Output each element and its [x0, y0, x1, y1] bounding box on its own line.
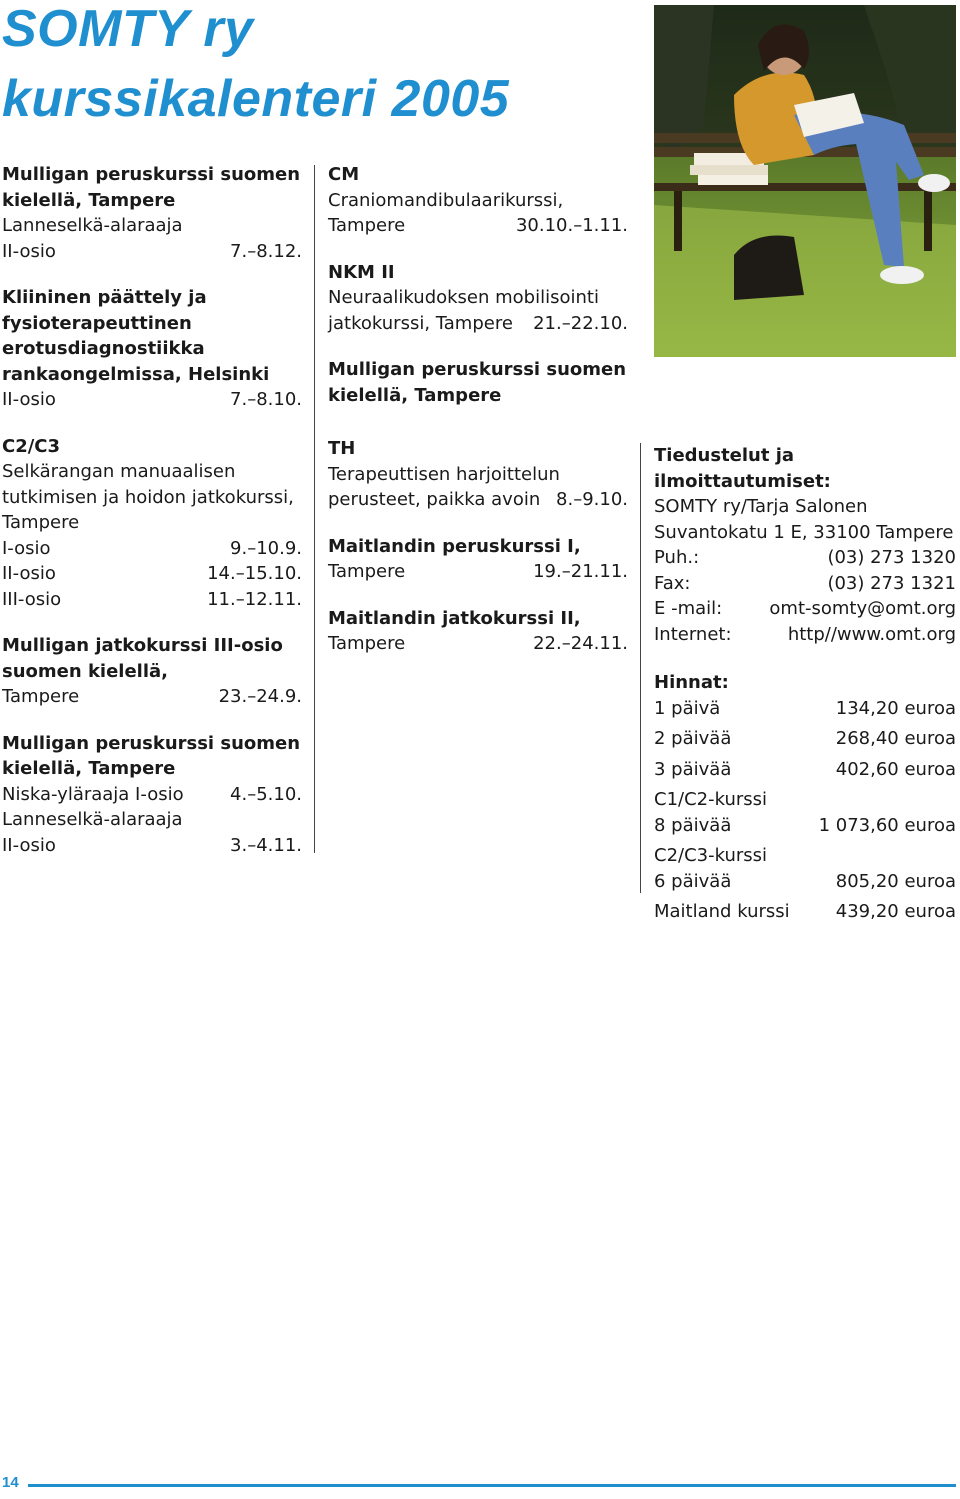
- course-date-row: [2, 387, 302, 413]
- course-date: 8.–9.10.: [556, 489, 628, 510]
- column-divider: [640, 443, 641, 893]
- course-column-2: [328, 162, 628, 678]
- course-title: rankaongelmissa, Helsinki: [2, 363, 270, 385]
- price-row: [654, 726, 956, 752]
- course-column-1: [2, 162, 302, 879]
- course-block: [328, 260, 628, 337]
- course-block: [2, 731, 302, 859]
- price-value: 134,20 euroa: [835, 697, 956, 719]
- price-row: [654, 813, 956, 839]
- contact-heading: Tiedustelut ja ilmoittautumiset:: [654, 445, 831, 492]
- course-part: I-osio: [2, 537, 51, 559]
- price-row: [654, 869, 956, 895]
- course-part: II-osio: [2, 563, 56, 584]
- email-value[interactable]: omt-somty@omt.org: [769, 598, 956, 619]
- course-text: Neuraalikudoksen mobilisointi: [328, 287, 599, 308]
- course-part: III-osio: [2, 588, 62, 610]
- course-block: [2, 633, 302, 710]
- course-title: TH: [328, 438, 356, 459]
- course-date: 30.10.–1.11.: [515, 215, 628, 236]
- course-part: perusteet, paikka avoin: [328, 489, 541, 510]
- course-text: Tampere: [2, 512, 80, 533]
- course-block: [2, 434, 302, 613]
- course-title: fysioterapeuttinen: [2, 312, 192, 334]
- course-date: 3.–4.11.: [230, 834, 302, 856]
- contact-email-row: [654, 596, 956, 622]
- price-label: 3 päivää: [654, 758, 732, 780]
- course-date-row: [2, 782, 302, 808]
- price-label: 8 päivää: [654, 814, 732, 836]
- web-value[interactable]: http//www.omt.org: [787, 623, 956, 645]
- photo-illustration: [654, 5, 956, 357]
- course-date-row: [2, 684, 302, 710]
- course-date-row: [2, 587, 302, 613]
- web-label: Internet:: [654, 623, 732, 645]
- contact-address: Suvantokatu 1 E, 33100 Tampere: [654, 521, 954, 543]
- email-label: E -mail:: [654, 598, 723, 619]
- course-title: kielellä, Tampere: [2, 758, 176, 779]
- course-title: Mulligan peruskurssi suomen: [2, 164, 301, 185]
- page-number: 14: [2, 1474, 19, 1491]
- price-course-title: C1/C2-kurssi: [654, 789, 768, 810]
- course-block: [328, 357, 628, 408]
- course-title: Mulligan jatkokurssi III-osio: [2, 635, 283, 656]
- course-text: tutkimisen ja hoidon jatkokurssi,: [2, 486, 294, 508]
- price-row: [654, 899, 956, 925]
- course-date: 22.–24.11.: [533, 633, 628, 654]
- course-part: II-osio: [2, 834, 56, 856]
- course-title: erotusdiagnostiikka: [2, 338, 205, 359]
- contact-name: SOMTY ry/Tarja Salonen: [654, 496, 868, 517]
- price-value: 402,60 euroa: [835, 758, 956, 780]
- contact-fax-row: [654, 571, 956, 597]
- course-title: kielellä, Tampere: [328, 384, 502, 406]
- page-title: [2, 0, 642, 134]
- column-divider: [314, 165, 315, 853]
- course-date-row: [2, 561, 302, 587]
- price-label: Maitland kurssi: [654, 901, 790, 922]
- course-date: 4.–5.10.: [230, 783, 302, 805]
- price-label: 2 päivää: [654, 728, 732, 749]
- contact-phone-row: [654, 545, 956, 571]
- course-title: Mulligan peruskurssi suomen: [2, 732, 301, 754]
- title-line-1: SOMTY ry: [2, 0, 254, 58]
- course-date-row: [2, 536, 302, 562]
- contact-web-row: [654, 622, 956, 648]
- phone-value: (03) 273 1320: [827, 547, 956, 568]
- student-on-bench-photo: [654, 5, 956, 357]
- price-value: 268,40 euroa: [835, 728, 956, 749]
- course-date: 21.–22.10.: [533, 312, 628, 334]
- price-label: 6 päivää: [654, 870, 732, 892]
- price-label: 1 päivä: [654, 697, 721, 719]
- course-title: Kliininen päättely ja: [2, 287, 207, 308]
- course-title: C2/C3: [2, 435, 61, 457]
- course-date-row: [328, 311, 628, 337]
- course-title: Maitlandin jatkokurssi II,: [328, 607, 581, 629]
- course-title: CM: [328, 164, 360, 185]
- course-date-row: [2, 239, 302, 265]
- course-block: [2, 162, 302, 264]
- course-block: [2, 285, 302, 413]
- course-part: Tampere: [328, 561, 406, 582]
- course-title: NKM II: [328, 261, 395, 283]
- course-text: Lanneselkä-alaraaja: [2, 809, 183, 830]
- course-block: [328, 162, 628, 239]
- course-block: [328, 534, 628, 585]
- course-date: 9.–10.9.: [230, 537, 302, 559]
- prices-heading: Hinnat:: [654, 672, 729, 693]
- course-title: Mulligan peruskurssi suomen: [328, 359, 627, 380]
- course-date-row: [328, 487, 628, 513]
- course-part: Tampere: [328, 633, 406, 654]
- price-course-title: C2/C3-kurssi: [654, 845, 768, 866]
- course-text: Craniomandibulaarikurssi,: [328, 189, 564, 211]
- course-date: 23.–24.9.: [218, 686, 302, 707]
- fax-value: (03) 273 1321: [827, 572, 956, 594]
- course-title: kielellä, Tampere: [2, 189, 176, 211]
- course-part: II-osio: [2, 240, 56, 262]
- course-part: Tampere: [2, 686, 80, 707]
- course-part: Tampere: [328, 215, 406, 236]
- price-value: 1 073,60 euroa: [818, 814, 956, 836]
- course-block: [328, 606, 628, 657]
- course-text: Lanneselkä-alaraaja: [2, 215, 183, 236]
- course-part: II-osio: [2, 389, 56, 410]
- course-title: suomen kielellä,: [2, 660, 168, 682]
- course-date: 7.–8.12.: [230, 240, 302, 262]
- title-line-2: kurssikalenteri 2005: [2, 70, 510, 128]
- price-row: [654, 696, 956, 722]
- course-text: Terapeuttisen harjoittelun: [328, 463, 560, 485]
- course-part: Niska-yläraaja I-osio: [2, 783, 184, 805]
- course-block: [328, 436, 628, 513]
- course-date-row: [328, 559, 628, 585]
- course-date: 14.–15.10.: [207, 563, 302, 584]
- footer-rule: [28, 1484, 956, 1487]
- course-part: jatkokurssi, Tampere: [328, 312, 513, 334]
- course-text: Selkärangan manuaalisen: [2, 461, 236, 482]
- course-title: Maitlandin peruskurssi I,: [328, 535, 581, 557]
- price-value: 805,20 euroa: [835, 870, 956, 892]
- phone-label: Puh.:: [654, 547, 700, 568]
- course-date: 7.–8.10.: [230, 389, 302, 410]
- course-date-row: [2, 833, 302, 859]
- course-date: 11.–12.11.: [207, 588, 302, 610]
- course-date-row: [328, 213, 628, 239]
- fax-label: Fax:: [654, 572, 691, 594]
- course-date-row: [328, 631, 628, 657]
- course-date: 19.–21.11.: [533, 561, 628, 582]
- contact-and-prices: [654, 443, 956, 925]
- price-row: [654, 757, 956, 783]
- price-value: 439,20 euroa: [835, 901, 956, 922]
